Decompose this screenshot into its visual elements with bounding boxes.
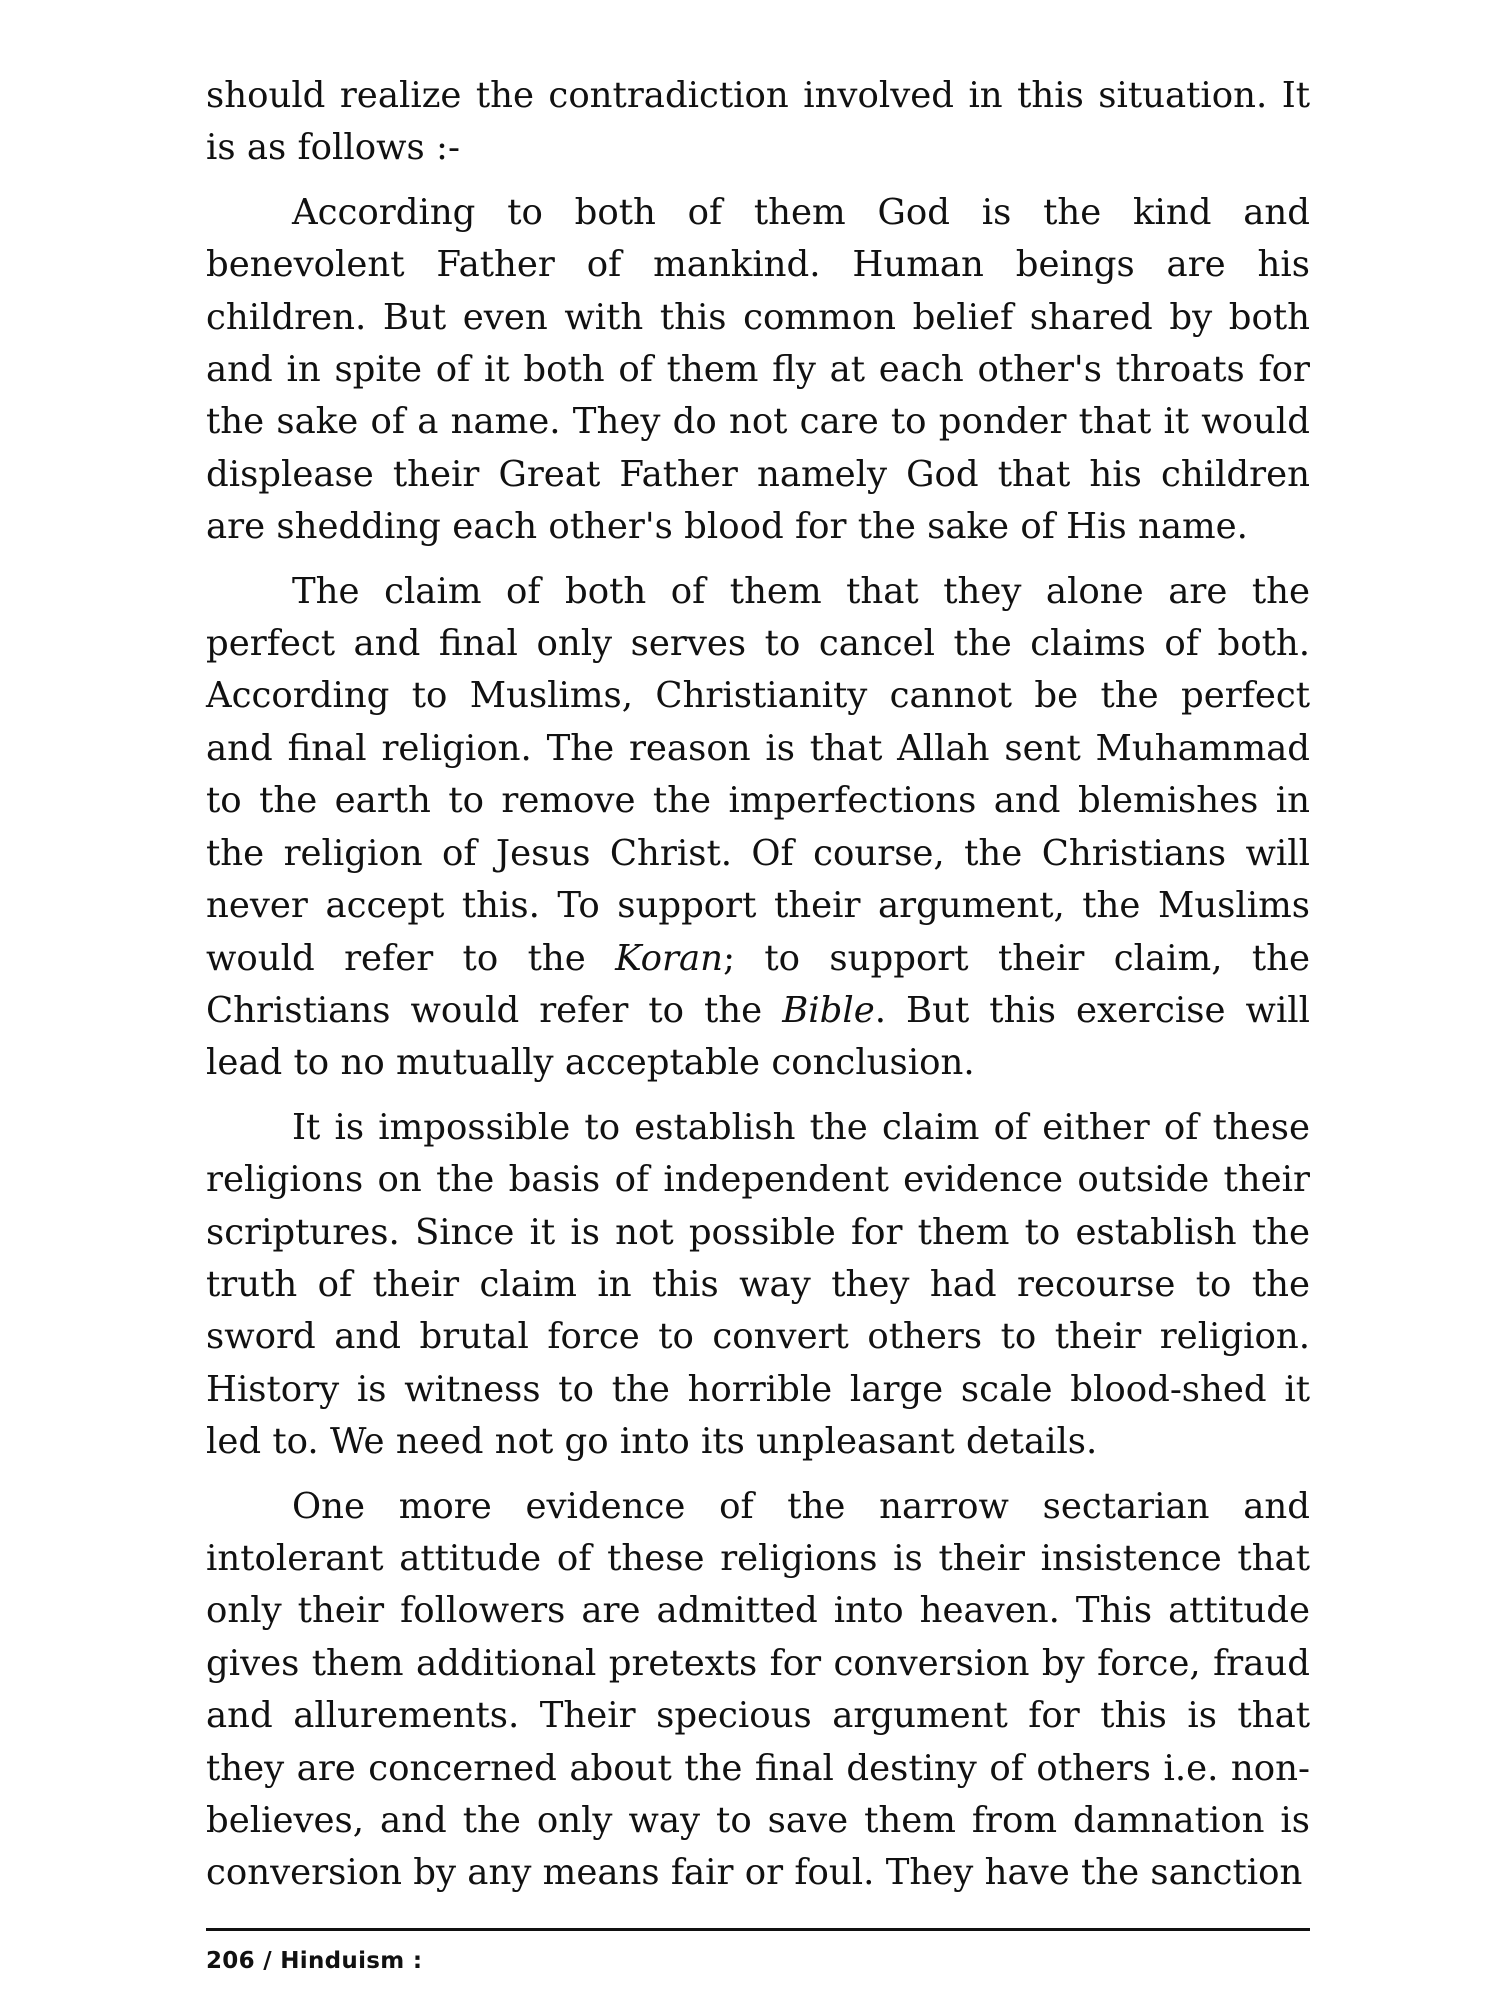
paragraph-4 xyxy=(206,1102,1310,1469)
page-number: 206 xyxy=(206,1948,255,1974)
paragraph-text: The claim of both of them that they alone are the perfect and final only serves to cancel the claims of both. According to Muslims, Christianity cannot be the perfect and final religion. The reason is that Allah sent Muhammad to the earth to remove the imperfections and blemishes in the religion of Jesus Christ. Of course, the Christians will never accept this. To support their argument, the Muslims would refer to the xyxy=(206,570,1310,979)
page-footer xyxy=(206,1948,422,1974)
paragraph-2 xyxy=(206,187,1310,554)
paragraph-text: . But this exercise will lead to no mutually acceptable conclusion. xyxy=(206,989,1311,1084)
paragraph-text: According to both of them God is the kind and benevolent Father of mankind. Human beings are his children. But even with this common belief shared by both and in spite of it both of them fly at each other's throats for the sake of a name. They do not care to ponder that it would displease their Great Father namely God that his children are shedding each other's blood for the sake of His name. xyxy=(206,191,1310,548)
paragraph-3 xyxy=(206,566,1310,1090)
footer-trailing-colon: : xyxy=(412,1948,423,1974)
footer-separator: / xyxy=(263,1948,272,1974)
paragraph-text: One more evidence of the narrow sectarian and intolerant attitude of these religions is their insistence that only their followers are admitted into heaven. This attitude gives them additional pretexts for conversion by force, fraud and allurements. Their specious argument for this is that they are concerned about the final destiny of others i.e. non-believes, and the only way to save them from damnation is conversion by any means fair or foul. They have the sanction xyxy=(206,1485,1310,1894)
italic-title: Bible xyxy=(782,989,875,1031)
paragraph-1 xyxy=(206,70,1310,175)
book-title: Hinduism xyxy=(280,1948,405,1974)
paragraph-text: should realize the contradiction involved in this situation. It is as follows :- xyxy=(206,75,1310,169)
page-body xyxy=(206,70,1310,1912)
paragraph-text: ; to support their claim, the Christians would refer to the xyxy=(206,937,1311,1031)
italic-title: Koran xyxy=(615,937,724,979)
paragraph-5 xyxy=(206,1481,1310,1900)
paragraph-text: It is impossible to establish the claim of either of these religions on the basis of independent evidence outside their scriptures. Since it is not possible for them to establish the truth of their claim in this way they had recourse to the sword and brutal force to convert others to their religion. History is witness to the horrible large scale blood-shed it led to. We need not go into its unpleasant details. xyxy=(206,1106,1310,1463)
footer-rule xyxy=(206,1928,1310,1931)
